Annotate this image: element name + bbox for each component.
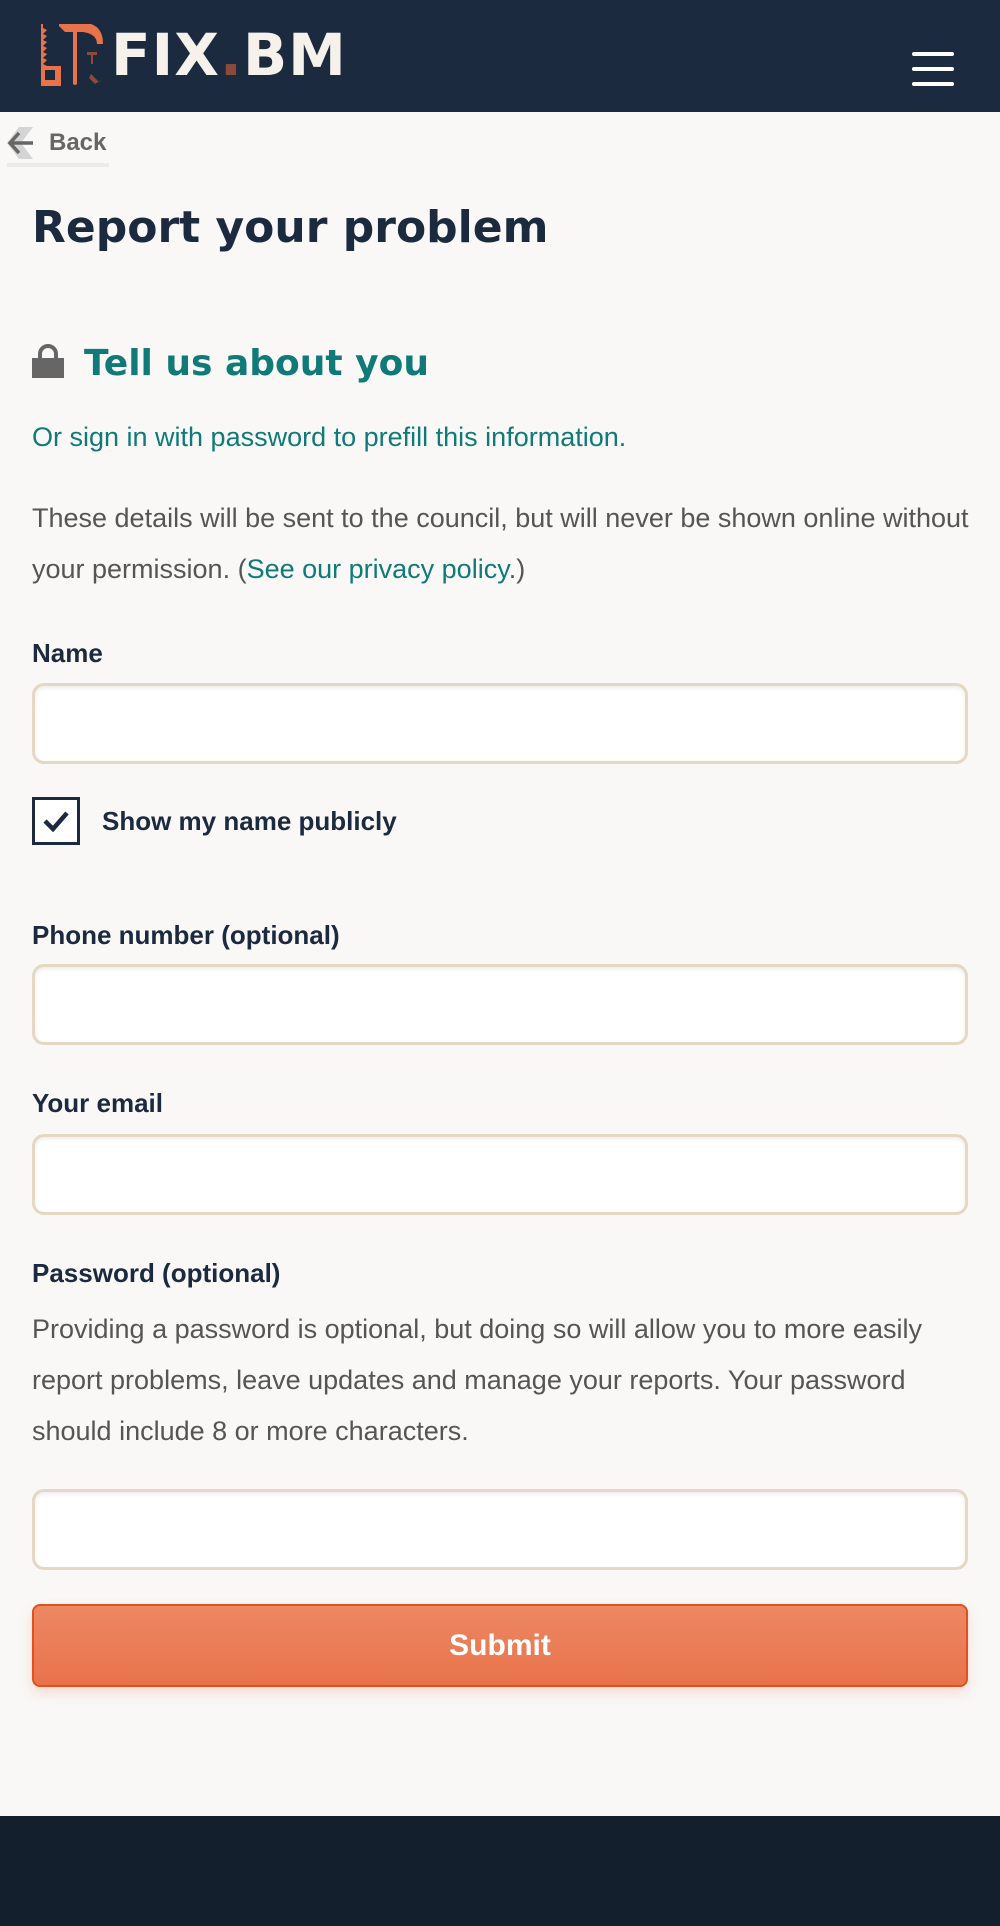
back-label: Back [49,128,107,156]
password-help: Providing a password is optional, but doing so will allow you to more easily report problems, leave updates and manage your reports. Your password should include 8 or more characters. [32,1314,922,1446]
back-link[interactable] [7,122,109,167]
show-name-label[interactable]: Show my name publicly [102,806,397,836]
email-label: Your email [32,1088,164,1118]
privacy-policy-link[interactable]: See our privacy policy [246,554,509,584]
sign-in-link[interactable]: Or sign in with password to prefill this information. [32,422,627,452]
hamburger-menu-button[interactable] [912,52,954,88]
password-input[interactable] [32,1489,968,1570]
password-label: Password (optional) [32,1258,281,1288]
section-title: Tell us about you [84,343,429,384]
lock-icon [32,344,64,378]
phone-input[interactable] [32,964,968,1045]
hamburger-icon [912,52,954,56]
privacy-notice: These details will be sent to the council, but will never be shown online without your permission. (See our privacy policy.) [32,503,969,584]
phone-label: Phone number (optional) [32,920,340,950]
site-header [0,0,1000,112]
show-name-checkbox[interactable] [32,797,80,845]
arrow-left-icon [7,127,35,159]
page-title: Report your problem [32,202,549,253]
logo-text: FIX [111,21,220,89]
logo[interactable]: FIX.BM [39,22,347,88]
checkmark-icon [42,809,70,833]
site-footer [0,1816,1000,1926]
name-label: Name [32,638,103,668]
submit-button[interactable]: Submit [32,1604,968,1687]
name-input[interactable] [32,683,968,764]
email-input[interactable] [32,1134,968,1215]
tools-icon [39,22,105,88]
